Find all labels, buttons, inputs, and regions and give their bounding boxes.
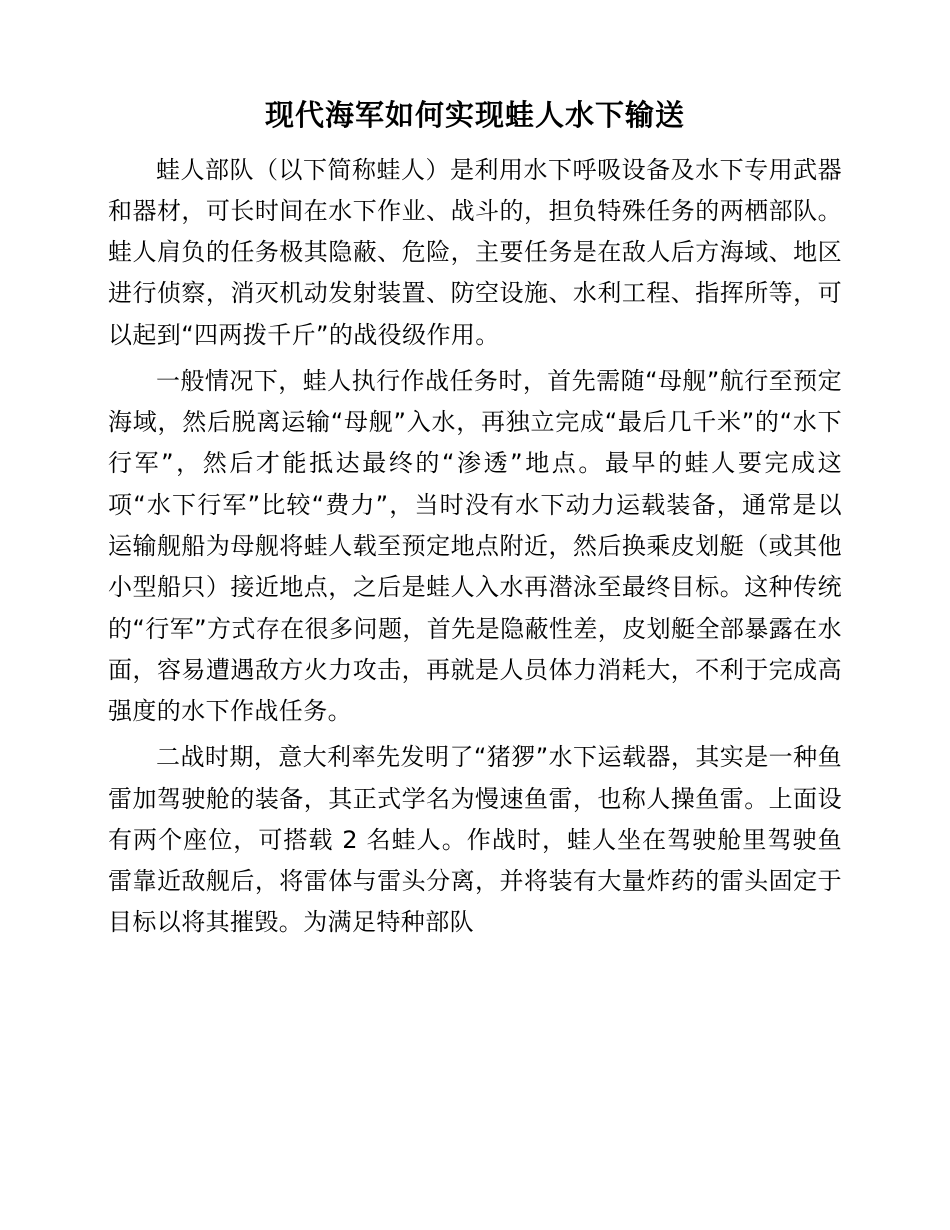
paragraph-3: 二战时期，意大利率先发明了“猪猡”水下运载器，其实是一种鱼雷加驾驶舱的装备，其正式学名为慢速鱼雷，也称人操鱼雷。上面设有两个座位，可搭载 2 名蛙人。作战时，蛙人坐在驾驶舱里驾驶鱼雷靠近敌舰后，将雷体与雷头分离，并将装有大量炸药的雷头固定于目标以将其摧毁。为满足特种部队 <box>108 743 842 937</box>
page-title: 现代海军如何实现蛙人水下输送 <box>264 98 685 132</box>
paragraph-2: 一般情况下，蛙人执行作战任务时，首先需随“母舰”航行至预定海域，然后脱离运输“母舰”入水，再独立完成“最后几千米”的“水下行军”，然后才能抵达最终的“渗透”地点。最早的蛙人要完成这项“水下行军”比较“费力”，当时没有水下动力运载装备，通常是以运输舰船为母舰将蛙人载至预定地点附近，然后换乘皮划艇（或其他小型船只）接近地点，之后是蛙人入水再潜泳至最终目标。这种传统的“行军”方式存在很多问题，首先是隐蔽性差，皮划艇全部暴露在水面，容易遭遇敌方火力攻击，再就是人员体力消耗大，不利于完成高强度的水下作战任务。 <box>108 366 842 726</box>
paragraph-1: 蛙人部队（以下简称蛙人）是利用水下呼吸设备及水下专用武器和器材，可长时间在水下作业、战斗的，担负特殊任务的两栖部队。蛙人肩负的任务极其隐蔽、危险，主要任务是在敌人后方海域、地区进行侦察，消灭机动发射装置、防空设施、水利工程、指挥所等，可以起到“四两拨千斤”的战役级作用。 <box>108 155 842 349</box>
